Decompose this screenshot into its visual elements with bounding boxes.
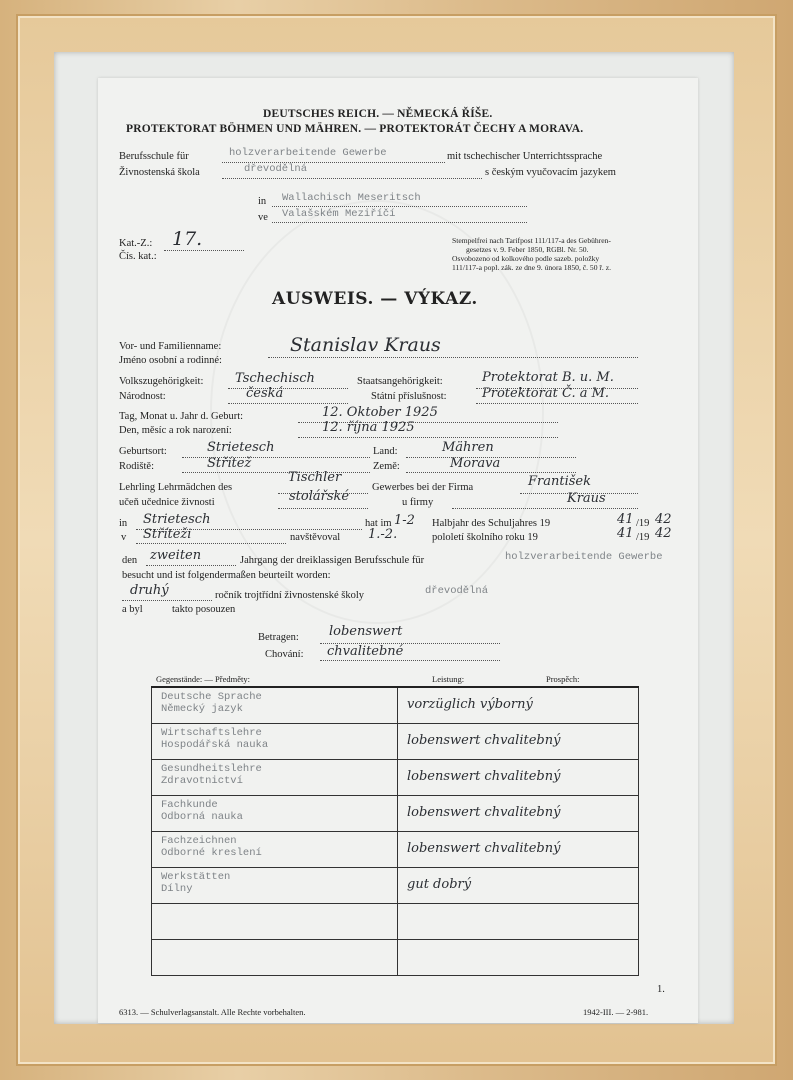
staats-value-cs: Protektorat Č. a M. (482, 386, 610, 401)
school-value-de: holzverarbeitende Gewerbe (229, 147, 387, 159)
grades-table (151, 686, 639, 976)
land-value-cs: Morava (450, 456, 501, 471)
town-value-cs-2: Stříteži (143, 527, 192, 542)
subject-cs: Německý jazyk (161, 703, 243, 715)
year-cs-b: 42 (655, 526, 672, 541)
table-row (152, 796, 639, 832)
grade-cell (398, 904, 639, 940)
firm-value-1: František (528, 474, 591, 489)
grade-value: lobenswert chvalitebný (407, 841, 561, 856)
subject-de: Fachkunde (161, 799, 218, 811)
header-line-1: DEUTSCHES REICH. — NĚMECKÁ ŘÍŠE. (263, 108, 493, 120)
place-line-1 (182, 457, 370, 458)
document-title: AUSWEIS. — VÝKAZ. (272, 289, 478, 309)
firm-label-de: Gewerbes bei der Firma (372, 482, 474, 493)
grades-header-subjects: Gegenstände: — Předměty: (156, 674, 250, 684)
town-value-cs: Valašském Meziříčí (282, 208, 396, 220)
lehr-value-de: Tischler (288, 470, 342, 485)
chovani-value: chvalitebné (327, 644, 404, 659)
birth-value-de: 12. Oktober 1925 (322, 405, 438, 420)
town-value-de-2: Strietesch (143, 512, 211, 527)
betragen-label: Betragen: (258, 632, 299, 643)
subject-cell (152, 832, 398, 868)
grade-value: lobenswert chvalitebný (407, 733, 561, 748)
place-line-2 (182, 472, 370, 473)
staats-label-de: Staatsangehörigkeit: (357, 376, 443, 387)
birth-line-2 (298, 437, 558, 438)
name-value: Stanislav Kraus (290, 334, 441, 356)
land-label-cs: Země: (373, 461, 400, 472)
grade-cell (398, 760, 639, 796)
grades-header-prospech: Prospěch: (546, 674, 580, 684)
staats-label-cs: Státní příslušnost: (371, 391, 447, 402)
den-value: zweiten (150, 548, 202, 563)
grade-cell (398, 796, 639, 832)
subject-cell (152, 724, 398, 760)
den-line (146, 565, 236, 566)
chovani-label: Chování: (265, 649, 304, 660)
betragen-line (320, 643, 500, 644)
rocnik-line (122, 600, 212, 601)
subject-cell (152, 940, 398, 976)
grade-cell (398, 832, 639, 868)
birth-label-cs: Den, měsíc a rok narození: (119, 425, 232, 436)
lehr-value-cs: stolářské (289, 489, 350, 504)
volks-label-cs: Národnost: (119, 391, 166, 402)
volks-line-1 (228, 388, 348, 389)
table-row (152, 724, 639, 760)
den-label: den (122, 555, 138, 566)
town-value-de: Wallachisch Meseritsch (282, 192, 421, 204)
takto-label: takto posouzen (172, 604, 236, 615)
year-cs-a: 41 (617, 526, 634, 541)
stamp-note-4: 111/117-a popl. zák. ze dne 9. února 1850, č. 50 ř. z. (452, 263, 611, 272)
table-row (152, 940, 639, 976)
grade-value: vorzüglich výborný (407, 697, 533, 712)
town-v-label: v (121, 532, 127, 543)
subject-de: Fachzeichnen (161, 835, 237, 847)
firm-line-2 (452, 508, 638, 509)
year-de-b: 42 (655, 512, 672, 527)
subject-cs: Zdravotnictví (161, 775, 243, 787)
school-label-cs: Živnostenská škola (119, 167, 200, 178)
besucht-label: besucht und ist folgendermaßen beurteilt worden: (122, 570, 331, 581)
school-suffix-cs: s českým vyučovacím jazykem (485, 167, 616, 178)
halbjahr-label: Halbjahr des Schuljahres 19 (432, 518, 551, 529)
catalog-label-cs: Čís. kat.: (119, 251, 157, 262)
town-in-label-2: in (119, 518, 128, 529)
name-label-de: Vor- und Familienname: (119, 341, 222, 352)
pololeti-label: pololetí školního roku 19 (432, 532, 538, 543)
school-label-de: Berufsschule für (119, 151, 189, 162)
abyl-label: a byl (122, 604, 143, 615)
rocnik-value: druhý (130, 583, 169, 598)
grade-value: gut dobrý (407, 877, 472, 892)
hat-value: 1-2 (394, 513, 415, 528)
year-sep-cs: /19 (636, 532, 650, 543)
subject-cell (152, 760, 398, 796)
header-line-2: PROTEKTORAT BÖHMEN UND MÄHREN. — PROTEKTORÁT ČECHY A MORAVA. (126, 123, 584, 135)
birth-value-cs: 12. října 1925 (322, 420, 415, 435)
subject-de: Wirtschaftslehre (161, 727, 262, 739)
table-row (152, 868, 639, 904)
school-value-cs: dřevodělná (244, 163, 308, 175)
navst-value: 1.-2. (368, 527, 398, 542)
town-line-b (136, 543, 286, 544)
place-label-de: Geburtsort: (119, 446, 167, 457)
year-sep-de: /19 (636, 518, 650, 529)
place-value-de: Strietesch (207, 440, 275, 455)
grades-header-leistung: Leistung: (432, 674, 465, 684)
subject-cs: Dílny (161, 883, 193, 895)
table-row (152, 832, 639, 868)
land-value-de: Mähren (442, 440, 494, 455)
birth-line-1 (298, 422, 558, 423)
land-label-de: Land: (373, 446, 398, 457)
subject-cs: Odborné kreslení (161, 847, 262, 859)
subject-cell (152, 904, 398, 940)
town-in-label: in (258, 196, 267, 207)
catalog-line (164, 250, 244, 251)
lehr-label-de: Lehrling Lehrmädchen des (119, 482, 233, 493)
staats-line-1 (476, 388, 638, 389)
firm-value-2: Kraus (567, 491, 606, 506)
jahrgang-label: Jahrgang der dreiklassigen Berufsschule für (240, 555, 425, 566)
subject-cell (152, 868, 398, 904)
stamp-note-1: Stempelfrei nach Tarifpost 111/117-a des Gebühren- (452, 236, 611, 245)
town-line-cs (272, 222, 527, 223)
subject-cs: Hospodářská nauka (161, 739, 269, 751)
town-line-a (136, 529, 362, 530)
volks-line-2 (228, 403, 348, 404)
firm-label-cs: u firmy (402, 497, 434, 508)
grade-cell (398, 687, 639, 724)
subject-de: Deutsche Sprache (161, 691, 262, 703)
place-label-cs: Rodiště: (119, 461, 155, 472)
navst-label: navštěvoval (290, 532, 341, 543)
stamp-note-2: gesetzes v. 9. Feber 1850, RGBl. Nr. 50. (466, 245, 589, 254)
grade-cell (398, 868, 639, 904)
place-value-cs: Střítež (207, 456, 252, 471)
name-line (268, 357, 638, 358)
chovani-line (320, 660, 500, 661)
volks-value-cs: česká (246, 386, 284, 401)
footer-mark: 1. (657, 984, 665, 995)
grade-value: lobenswert chvalitebný (407, 805, 561, 820)
volks-label-de: Volkszugehörigkeit: (119, 376, 204, 387)
subject-cs: Odborná nauka (161, 811, 243, 823)
firm-line-1 (520, 493, 638, 494)
betragen-value: lobenswert (329, 624, 403, 639)
table-row (152, 687, 639, 724)
school-suffix-de: mit tschechischer Unterrichtssprache (447, 151, 603, 162)
land-line-1 (406, 457, 576, 458)
jahrgang-school: holzverarbeitende Gewerbe (505, 551, 663, 563)
grade-cell (398, 724, 639, 760)
birth-label-de: Tag, Monat u. Jahr d. Geburt: (119, 411, 244, 422)
lehr-line-2 (278, 508, 368, 509)
grade-value (407, 907, 632, 913)
subject-de: Werkstätten (161, 871, 231, 883)
land-line-2 (406, 472, 576, 473)
staats-value-de: Protektorat B. u. M. (482, 370, 614, 385)
catalog-value: 17. (172, 228, 203, 250)
table-row (152, 904, 639, 940)
year-de-a: 41 (617, 512, 634, 527)
subject-de: Gesundheitslehre (161, 763, 262, 775)
grade-value: lobenswert chvalitebný (407, 769, 561, 784)
grade-cell (398, 940, 639, 976)
subject-cell (152, 796, 398, 832)
hat-label: hat im (365, 518, 392, 529)
table-row (152, 760, 639, 796)
staats-line-2 (476, 403, 638, 404)
catalog-label-de: Kat.-Z.: (119, 238, 153, 249)
town-line-de (272, 206, 527, 207)
school-line-cs (222, 178, 482, 179)
subject-cell (152, 687, 398, 724)
lehr-line-1 (278, 493, 368, 494)
footer-right: 1942-III. — 2-981. (583, 1007, 649, 1017)
volks-value-de: Tschechisch (235, 371, 315, 386)
stamp-note-3: Osvobozeno od kolkového podle sazeb. položky (452, 254, 600, 263)
name-label-cs: Jméno osobní a rodinné: (119, 355, 222, 366)
town-ve-label: ve (258, 212, 268, 223)
rocnik-label: ročník trojtřídní živnostenské školy (215, 590, 365, 601)
grade-value (407, 943, 632, 949)
lehr-label-cs: učeň učednice živnosti (119, 497, 215, 508)
footer-left: 6313. — Schulverlagsanstalt. Alle Rechte vorbehalten. (119, 1007, 306, 1017)
rocnik-school: dřevodělná (425, 585, 489, 597)
